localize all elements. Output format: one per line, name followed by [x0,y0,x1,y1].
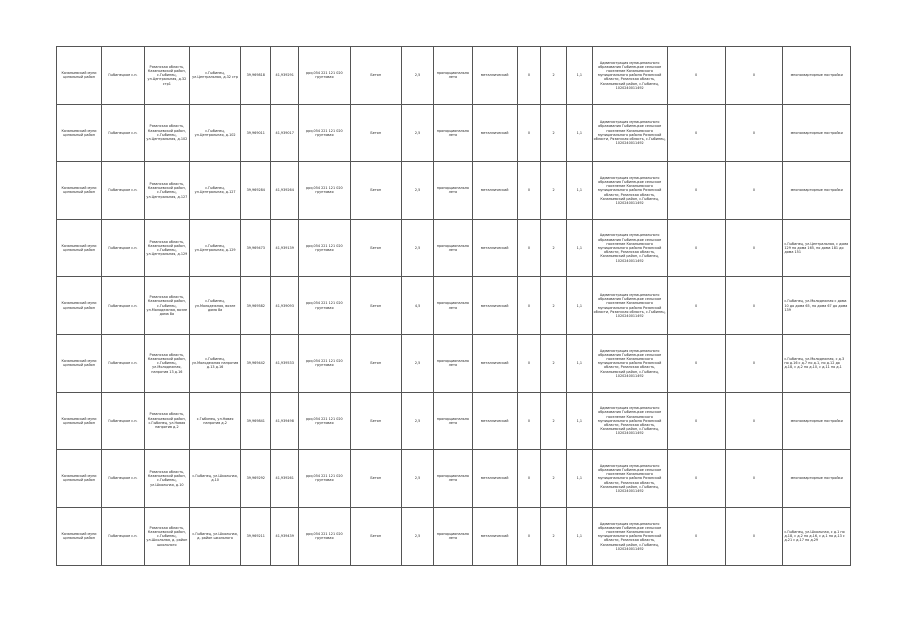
table-cell-c11: металлический [472,507,517,565]
table-cell-c12: 0 [517,162,541,220]
table-cell-c10: пропорционально лета [434,219,473,277]
table-cell-c8: Бетон [350,507,401,565]
table-cell-c11: металлический [472,392,517,450]
table-row [57,47,851,105]
table-cell-c1: Казаньевский муни ципальный район [57,162,102,220]
table-cell-c11: металлический [472,450,517,508]
table-cell-c12: 0 [517,334,541,392]
table-cell-c6: 41,939017 [271,104,299,162]
table-cell-c2: Гыбинецкое с.п. [102,47,145,105]
table-cell-c9: 2,5 [401,47,433,105]
table-cell-c4: с.Гыбинец, ул.Центральная, д.127 [189,162,240,220]
table-cell-c12: 0 [517,507,541,565]
table-cell-c16: 0 [667,47,725,105]
table-cell-c13: 2 [541,392,567,450]
table-cell-c4: с.Гыбинец, ул.Школьная, д. район школьного [189,507,240,565]
table-cell-c6: 41,939139 [271,219,299,277]
table-cell-c12: 0 [517,277,541,335]
table-row [57,392,851,450]
table-cell-c6: 41,939533 [271,334,299,392]
table-cell-c8: Бетон [350,104,401,162]
table-cell-c4: с.Гыбинец, ул.Молодежная, возле дома 8а [189,277,240,335]
table-cell-c6: 41,939264 [271,162,299,220]
table-cell-c6: 41,939093 [271,277,299,335]
table-cell-c3: Рязанская область, Казаньевский район, с.Гыбинец, ул.Центральная, д.127 [144,162,189,220]
table-cell-c10: пропорционально лета [434,104,473,162]
table-cell-c4: с.Гыбинец, ул.Новая напротив д.2 [189,392,240,450]
table-cell-c17: 0 [725,392,783,450]
table-cell-c3: Рязанская область, Казаньевский район, с.Гыбинец, ул.Центральная, д.102 [144,104,189,162]
table-row [57,507,851,565]
table-cell-c6: 41,939291 [271,47,299,105]
table-cell-c8: Бетон [350,450,401,508]
table-cell-c4: с.Гыбинец, ул.Центральная, д.102 [189,104,240,162]
table-cell-c15: Администрация муниципального образования Гыбинецкое сельское поселение Казаньевского муниципального района Рязанской области, Рязанская область, с.Гыбинец, 1020240011492 [592,104,667,162]
table-cell-c16: 0 [667,277,725,335]
table-cell-c13: 2 [541,507,567,565]
table-cell-c8: Бетон [350,219,401,277]
table-cell-c17: 0 [725,104,783,162]
table-cell-c3: Рязанская область, Казаньевский район, с.Гыбинец, ул.Молодежная, напротив 13 д.16 [144,334,189,392]
table-cell-c5: 39,969284 [241,162,271,220]
registry-table [56,46,851,566]
table-cell-c14: 1,1 [566,162,592,220]
table-cell-c9: 2,5 [401,162,433,220]
table-cell-c11: металлический [472,334,517,392]
table-cell-c17: 0 [725,507,783,565]
registry-sheet [56,46,851,566]
table-cell-c7: ppq.054 221 121 020 грунтовая [299,507,350,565]
table-cell-c14: 1,1 [566,277,592,335]
table-cell-c7: ppq.054 221 121 020 грунтовая [299,104,350,162]
table-cell-c16: 0 [667,104,725,162]
table-cell-c3: Рязанская область, Казаньевский район, с.Гыбинец, ул.Центральная, д.129 [144,219,189,277]
table-cell-c18: с.Гыбинец, ул.Школьная, с д.1 по д.18, с д.2 по д.16, с д.1 по д.13 с д.21 с д.17 по д.29 [783,507,851,565]
table-cell-c11: металлический [472,47,517,105]
table-cell-c2: Гыбинецкое с.п. [102,104,145,162]
table-cell-c18: многоквартирные постройки [783,104,851,162]
table-cell-c14: 1,1 [566,334,592,392]
table-cell-c14: 1,1 [566,47,592,105]
table-cell-c9: 2,5 [401,450,433,508]
table-cell-c5: 39,969841 [241,392,271,450]
table-cell-c1: Казаньевский муни ципальный район [57,47,102,105]
table-cell-c7: ppq.054 221 121 020 грунтовая [299,162,350,220]
table-cell-c1: Казаньевский муни ципальный район [57,334,102,392]
table-cell-c10: пропорционально лета [434,450,473,508]
table-cell-c14: 1,1 [566,507,592,565]
table-cell-c11: металлический [472,219,517,277]
table-cell-c15: Администрация муниципального образования Гыбинецкое сельское поселение Казаньевского муниципального района Рязанской области, Рязанская область, Казаньевский район, с.Гыбинец, 1020240011492 [592,162,667,220]
table-cell-c15: Администрация муниципального образования Гыбинецкое сельское поселение Казаньевского муниципального района Рязанской области, Рязанская область, Казаньевский район, с.Гыбинец, 1020240011492 [592,507,667,565]
table-row [57,334,851,392]
table-cell-c2: Гыбинецкое с.п. [102,219,145,277]
table-cell-c2: Гыбинецкое с.п. [102,507,145,565]
table-cell-c16: 0 [667,162,725,220]
table-cell-c13: 2 [541,334,567,392]
table-cell-c4: с.Гыбинец, ул.Молодежная напротив д.13 д.16 [189,334,240,392]
table-cell-c8: Бетон [350,277,401,335]
table-cell-c16: 0 [667,392,725,450]
table-cell-c15: Администрация муниципального образования Гыбинецкое сельское поселение Казаньевского муниципального района Рязанской области, Рязанская область, Казаньевский район, с.Гыбинец, 1020240011492 [592,392,667,450]
table-cell-c4: с.Гыбинец, ул.Центральная, д.129 [189,219,240,277]
table-cell-c2: Гыбинецкое с.п. [102,277,145,335]
table-cell-c4: с.Гыбинец, ул.Школьная, д.10 [189,450,240,508]
table-cell-c6: 41,939261 [271,450,299,508]
table-cell-c15: Администрация муниципального образования Гыбинецкое сельское поселение Казаньевского муниципального района Рязанской области, Рязанская область, Казаньевский район, с.Гыбинец, 1020240011492 [592,219,667,277]
table-cell-c1: Казаньевский муни ципальный район [57,392,102,450]
table-cell-c16: 0 [667,507,725,565]
table-cell-c7: ppq.054 221 121 020 грунтовая [299,277,350,335]
table-cell-c16: 0 [667,219,725,277]
table-cell-c13: 2 [541,47,567,105]
table-cell-c6: 41,939439 [271,507,299,565]
table-cell-c9: 4,5 [401,277,433,335]
table-cell-c1: Казаньевский муни ципальный район [57,507,102,565]
table-cell-c12: 0 [517,47,541,105]
table-cell-c17: 0 [725,47,783,105]
table-cell-c5: 39,969582 [241,277,271,335]
table-cell-c3: Рязанская область, Казаньевский район, с.Гыбинец, ул.Молодежная, возле дома 8а [144,277,189,335]
table-cell-c15: Администрация муниципального образования Гыбинецкое сельское поселение Казаньевского муниципального района Рязанской области, Рязанская область, с.Гыбинец, 1020240011492 [592,277,667,335]
table-cell-c6: 41,939498 [271,392,299,450]
table-cell-c7: ppq.054 221 121 020 грунтовая [299,47,350,105]
table-cell-c1: Казаньевский муни ципальный район [57,104,102,162]
table-cell-c10: пропорционально лета [434,507,473,565]
table-cell-c3: Рязанская область, Казаньевский район, с.Гыбинец, ул.Школьная, д. район школьного [144,507,189,565]
table-cell-c18: многоквартирные постройки [783,47,851,105]
table-cell-c15: Администрация муниципального образования Гыбинецкое сельское поселение Казаньевского муниципального района Рязанской области, Рязанская область, Казаньевский район, с.Гыбинец, 1020240011492 [592,47,667,105]
table-cell-c7: ppq.054 221 121 020 грунтовая [299,450,350,508]
table-cell-c10: пропорционально лета [434,47,473,105]
table-cell-c8: Бетон [350,47,401,105]
table-cell-c18: многоквартирные постройки [783,392,851,450]
table-cell-c10: пропорционально лета [434,162,473,220]
table-cell-c16: 0 [667,450,725,508]
table-cell-c8: Бетон [350,334,401,392]
table-cell-c7: ppq.054 221 121 020 грунтовая [299,334,350,392]
table-row [57,162,851,220]
table-cell-c13: 2 [541,162,567,220]
table-cell-c7: ppq.054 221 121 020 грунтовая [299,392,350,450]
table-cell-c14: 1,1 [566,104,592,162]
table-cell-c5: 39,969211 [241,507,271,565]
table-cell-c5: 39,969818 [241,47,271,105]
table-cell-c14: 1,1 [566,219,592,277]
table-row [57,277,851,335]
table-cell-c5: 39,969442 [241,334,271,392]
table-cell-c10: пропорционально лета [434,334,473,392]
table-row [57,104,851,162]
table-cell-c14: 1,1 [566,450,592,508]
table-cell-c9: 2,5 [401,507,433,565]
table-cell-c9: 2,5 [401,334,433,392]
table-cell-c5: 39,969292 [241,450,271,508]
table-cell-c14: 1,1 [566,392,592,450]
table-cell-c7: ppq.054 221 121 020 грунтовая [299,219,350,277]
table-cell-c9: 2,5 [401,104,433,162]
table-cell-c18: многоквартирные постройки [783,450,851,508]
table-cell-c8: Бетон [350,162,401,220]
table-cell-c9: 2,5 [401,219,433,277]
table-cell-c10: пропорционально лета [434,392,473,450]
table-cell-c1: Казаньевский муни ципальный район [57,450,102,508]
table-cell-c13: 2 [541,104,567,162]
table-cell-c5: 39,969011 [241,104,271,162]
table-cell-c2: Гыбинецкое с.п. [102,334,145,392]
table-cell-c12: 0 [517,450,541,508]
table-cell-c15: Администрация муниципального образования Гыбинецкое сельское поселение Казаньевского муниципального района Рязанской области, Рязанская область, Казаньевский район, с.Гыбинец, 1020240011492 [592,450,667,508]
table-cell-c2: Гыбинецкое с.п. [102,162,145,220]
table-cell-c17: 0 [725,334,783,392]
table-cell-c17: 0 [725,277,783,335]
table-cell-c18: с.Гыбинец, ул.Центральная, с дома 129 по дома 165, по дома 181 до дома 151 [783,219,851,277]
table-cell-c18: с.Гыбинец, ул.Молодежная с дома 10 до дома 65, по дома 67 до дома 139 [783,277,851,335]
table-cell-c11: металлический [472,104,517,162]
table-cell-c9: 2,5 [401,392,433,450]
table-cell-c12: 0 [517,219,541,277]
table-cell-c1: Казаньевский муни ципальный район [57,219,102,277]
table-cell-c4: с.Гыбинец, ул.Центральная, д.32 стр [189,47,240,105]
table-cell-c13: 2 [541,450,567,508]
table-cell-c2: Гыбинецкое с.п. [102,450,145,508]
table-cell-c11: металлический [472,277,517,335]
table-cell-c13: 2 [541,219,567,277]
table-cell-c10: пропорционально лета [434,277,473,335]
table-cell-c3: Рязанская область, Казаньевский район, с.Гыбинец, ул.Школьная, д.10 [144,450,189,508]
table-cell-c13: 2 [541,277,567,335]
table-row [57,219,851,277]
table-cell-c12: 0 [517,392,541,450]
table-cell-c11: металлический [472,162,517,220]
table-cell-c3: Рязанская область, Казаньевский район, с.Гыбинец, ул.Центральная, д.32 стр1 [144,47,189,105]
table-row [57,450,851,508]
table-cell-c16: 0 [667,334,725,392]
table-cell-c18: с.Гыбинец, ул.Молодежная, с д.3 по д.16 с д.7 по д.1, по д.12 до д.18, с д.2 по д.10, с д.11 по д.1 [783,334,851,392]
table-cell-c8: Бетон [350,392,401,450]
table-cell-c17: 0 [725,162,783,220]
table-cell-c18: многоквартирные постройки [783,162,851,220]
table-cell-c12: 0 [517,104,541,162]
table-cell-c17: 0 [725,450,783,508]
table-cell-c5: 39,969473 [241,219,271,277]
table-cell-c15: Администрация муниципального образования Гыбинецкое сельское поселение Казаньевского муниципального района Рязанской области, Рязанская область, Казаньевский район, с.Гыбинец, 1020240011492 [592,334,667,392]
table-cell-c2: Гыбинецкое с.п. [102,392,145,450]
table-cell-c1: Казаньевский муни ципальный район [57,277,102,335]
table-cell-c17: 0 [725,219,783,277]
table-cell-c3: Рязанская область, Казаньевский район, с.Гыбинец, ул.Новая напротив д.2 [144,392,189,450]
